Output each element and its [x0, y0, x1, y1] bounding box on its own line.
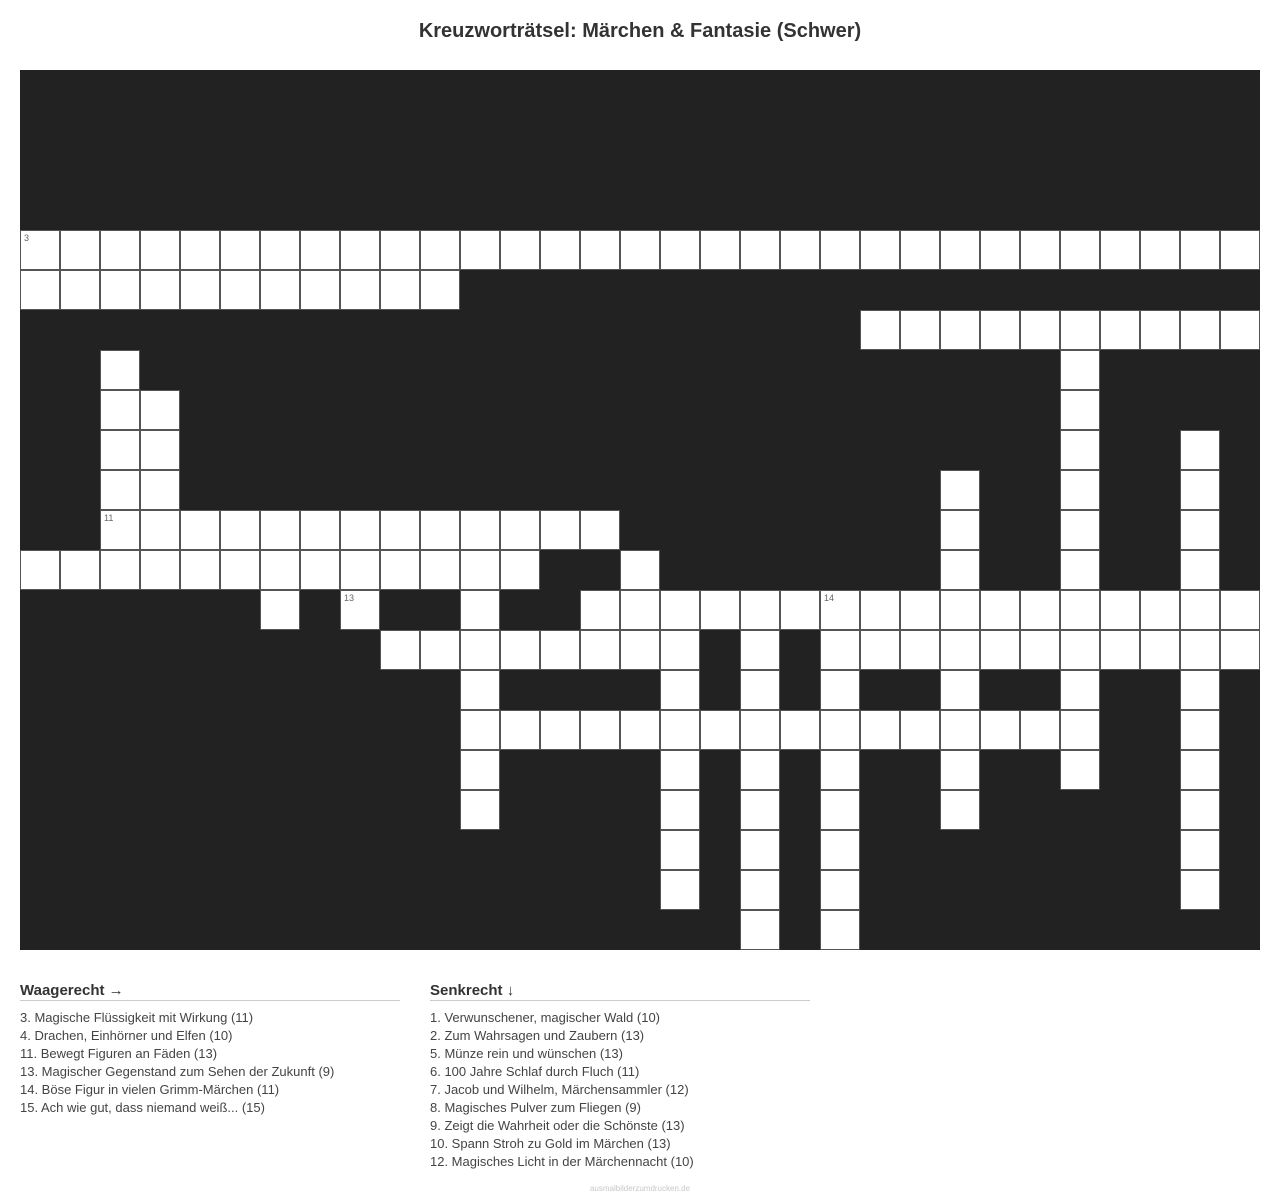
grid-cell[interactable]	[740, 670, 780, 710]
grid-cell[interactable]	[1060, 750, 1100, 790]
grid-cell[interactable]	[660, 750, 700, 790]
grid-cell[interactable]	[1020, 310, 1060, 350]
grid-cell[interactable]	[340, 590, 380, 630]
grid-cell[interactable]	[180, 270, 220, 310]
grid-cell[interactable]	[180, 510, 220, 550]
grid-cell[interactable]	[100, 350, 140, 390]
grid-cell[interactable]	[980, 310, 1020, 350]
grid-cell[interactable]	[580, 630, 620, 670]
grid-cell[interactable]	[220, 550, 260, 590]
grid-cell[interactable]	[60, 230, 100, 270]
grid-cell[interactable]	[1220, 310, 1260, 350]
grid-cell[interactable]	[300, 270, 340, 310]
grid-cell[interactable]	[660, 670, 700, 710]
page-title: Kreuzworträtsel: Märchen & Fantasie (Schwer)	[418, 20, 862, 42]
grid-cell[interactable]	[740, 830, 780, 870]
grid-cell[interactable]	[820, 630, 860, 670]
grid-cell[interactable]	[500, 230, 540, 270]
grid-cell[interactable]	[1180, 430, 1220, 470]
grid-cell[interactable]	[460, 550, 500, 590]
grid-cell[interactable]	[1180, 750, 1220, 790]
grid-cell[interactable]	[500, 510, 540, 550]
across-clue: 3. Magische Flüssigkeit mit Wirkung (11)	[20, 1010, 254, 1025]
grid-cell[interactable]	[1060, 230, 1100, 270]
grid-cell[interactable]	[500, 710, 540, 750]
grid-cell[interactable]	[860, 310, 900, 350]
grid-cell[interactable]	[660, 710, 700, 750]
grid-cell[interactable]	[620, 590, 660, 630]
grid-cell[interactable]	[820, 230, 860, 270]
grid-cell[interactable]	[1060, 470, 1100, 510]
grid-cell[interactable]	[380, 270, 420, 310]
grid-cell[interactable]	[140, 270, 180, 310]
grid-cell[interactable]	[980, 230, 1020, 270]
grid-cell[interactable]	[300, 510, 340, 550]
grid-cell[interactable]	[820, 830, 860, 870]
grid-cell[interactable]	[1180, 590, 1220, 630]
grid-cell[interactable]	[1180, 870, 1220, 910]
grid-cell[interactable]	[1140, 630, 1180, 670]
grid-cell[interactable]	[380, 550, 420, 590]
grid-cell[interactable]	[740, 590, 780, 630]
down-clue: 7. Jacob und Wilhelm, Märchensammler (12)	[430, 1082, 689, 1097]
grid-cell[interactable]	[1020, 590, 1060, 630]
grid-cell[interactable]	[660, 230, 700, 270]
grid-cell[interactable]	[100, 270, 140, 310]
grid-cell[interactable]	[420, 630, 460, 670]
grid-cell[interactable]	[1180, 550, 1220, 590]
grid-cell[interactable]	[660, 590, 700, 630]
grid-cell[interactable]	[940, 750, 980, 790]
grid-cell[interactable]	[580, 230, 620, 270]
grid-cell[interactable]	[220, 510, 260, 550]
grid-cell[interactable]	[900, 230, 940, 270]
grid-cell[interactable]	[900, 710, 940, 750]
across-heading: Waagerecht →	[20, 982, 400, 1001]
grid-cell[interactable]	[380, 630, 420, 670]
grid-cell[interactable]	[140, 390, 180, 430]
grid-cell[interactable]	[1180, 790, 1220, 830]
grid-cell[interactable]	[460, 790, 500, 830]
grid-cell[interactable]	[260, 230, 300, 270]
grid-cell[interactable]	[780, 230, 820, 270]
grid-cell[interactable]	[820, 870, 860, 910]
grid-cell[interactable]	[1100, 590, 1140, 630]
grid-cell[interactable]	[460, 230, 500, 270]
grid-cell[interactable]	[1100, 230, 1140, 270]
grid-cell[interactable]	[300, 550, 340, 590]
grid-cell[interactable]	[1140, 590, 1180, 630]
grid-cell[interactable]	[380, 230, 420, 270]
grid-cell[interactable]	[860, 590, 900, 630]
grid-cell[interactable]	[540, 710, 580, 750]
grid-cell[interactable]	[1060, 350, 1100, 390]
grid-cell[interactable]	[300, 230, 340, 270]
down-clue: 5. Münze rein und wünschen (13)	[430, 1046, 623, 1061]
grid-cell[interactable]	[980, 630, 1020, 670]
grid-cell[interactable]	[220, 270, 260, 310]
grid-cell[interactable]	[100, 550, 140, 590]
grid-cell[interactable]	[820, 750, 860, 790]
grid-cell[interactable]	[460, 750, 500, 790]
grid-cell[interactable]	[1060, 630, 1100, 670]
grid-cell[interactable]	[1180, 710, 1220, 750]
down-heading: Senkrecht ↓	[430, 982, 810, 1001]
grid-cell[interactable]	[620, 630, 660, 670]
grid-cell[interactable]	[460, 710, 500, 750]
grid-cell[interactable]	[940, 630, 980, 670]
grid-cell[interactable]	[540, 630, 580, 670]
grid-cell[interactable]	[260, 510, 300, 550]
across-clue: 14. Böse Figur in vielen Grimm-Märchen (11)	[20, 1082, 280, 1097]
grid-cell[interactable]	[940, 710, 980, 750]
grid-cell[interactable]	[1020, 230, 1060, 270]
grid-cell[interactable]	[1060, 670, 1100, 710]
grid-cell[interactable]	[460, 630, 500, 670]
grid-cell[interactable]	[660, 830, 700, 870]
down-clue: 10. Spann Stroh zu Gold im Märchen (13)	[430, 1136, 671, 1151]
grid-cell[interactable]	[940, 510, 980, 550]
grid-cell[interactable]	[1060, 550, 1100, 590]
grid-cell[interactable]	[140, 230, 180, 270]
down-clue: 1. Verwunschener, magischer Wald (10)	[430, 1010, 661, 1025]
grid-cell[interactable]	[420, 270, 460, 310]
grid-cell[interactable]	[500, 630, 540, 670]
grid-cell[interactable]	[60, 270, 100, 310]
grid-cell[interactable]	[860, 230, 900, 270]
down-clues	[430, 982, 810, 1171]
grid-cell[interactable]	[580, 710, 620, 750]
grid-cell[interactable]	[660, 790, 700, 830]
down-clue: 2. Zum Wahrsagen und Zaubern (13)	[430, 1028, 645, 1043]
grid-cell[interactable]	[540, 230, 580, 270]
crossword-grid	[20, 70, 1260, 950]
grid-cell[interactable]	[620, 710, 660, 750]
grid-cell[interactable]	[740, 870, 780, 910]
grid-cell[interactable]	[1220, 630, 1260, 670]
grid-cell[interactable]	[740, 750, 780, 790]
across-clue-list	[20, 1009, 400, 1117]
grid-cell[interactable]	[1060, 430, 1100, 470]
grid-cell[interactable]	[220, 230, 260, 270]
grid-cell[interactable]	[940, 670, 980, 710]
across-clue: 13. Magischer Gegenstand zum Sehen der Zukunft (9)	[20, 1064, 335, 1079]
grid-cell[interactable]	[940, 470, 980, 510]
grid-cell[interactable]	[1180, 830, 1220, 870]
grid-cell[interactable]	[820, 590, 860, 630]
grid-cell[interactable]	[620, 550, 660, 590]
clue-number: 11	[104, 513, 114, 523]
grid-cell[interactable]	[740, 710, 780, 750]
down-clue: 12. Magisches Licht in der Märchennacht (10)	[430, 1154, 694, 1169]
across-clue: 15. Ach wie gut, dass niemand weiß... (15)	[20, 1100, 265, 1115]
grid-cell[interactable]	[740, 910, 780, 950]
grid-cell[interactable]	[20, 550, 60, 590]
grid-cell[interactable]	[980, 710, 1020, 750]
grid-cell[interactable]	[900, 630, 940, 670]
grid-cell[interactable]	[620, 230, 660, 270]
grid-cell[interactable]	[780, 710, 820, 750]
grid-cell[interactable]	[460, 510, 500, 550]
grid-cell[interactable]	[460, 590, 500, 630]
grid-cell[interactable]	[140, 430, 180, 470]
grid-cell[interactable]	[820, 910, 860, 950]
across-clues	[20, 982, 400, 1117]
grid-cell[interactable]	[1180, 510, 1220, 550]
grid-cell[interactable]	[1060, 510, 1100, 550]
grid-cell[interactable]	[1060, 710, 1100, 750]
grid-cell[interactable]	[420, 550, 460, 590]
grid-cell[interactable]	[940, 590, 980, 630]
grid-cell[interactable]	[140, 550, 180, 590]
grid-cell[interactable]	[340, 550, 380, 590]
across-clue: 11. Bewegt Figuren an Fäden (13)	[20, 1046, 218, 1061]
grid-cell[interactable]	[420, 230, 460, 270]
grid-cell[interactable]	[1140, 230, 1180, 270]
grid-cell[interactable]	[740, 790, 780, 830]
grid-cell[interactable]	[380, 510, 420, 550]
grid-cell[interactable]	[940, 790, 980, 830]
grid-cell[interactable]	[100, 430, 140, 470]
grid-cell[interactable]	[740, 630, 780, 670]
grid-cell[interactable]	[740, 230, 780, 270]
grid-cell[interactable]	[1180, 230, 1220, 270]
grid-cell[interactable]	[1180, 310, 1220, 350]
grid-cell[interactable]	[1020, 710, 1060, 750]
grid-cell[interactable]	[1140, 310, 1180, 350]
grid-cell[interactable]	[700, 590, 740, 630]
grid-cell[interactable]	[860, 710, 900, 750]
clue-number: 14	[824, 593, 835, 603]
grid-cell[interactable]	[100, 510, 140, 550]
grid-cell[interactable]	[1100, 630, 1140, 670]
grid-cell[interactable]	[460, 670, 500, 710]
grid-cell[interactable]	[1060, 310, 1100, 350]
clue-number: 3	[24, 233, 30, 243]
grid-cell[interactable]	[900, 590, 940, 630]
grid-cell[interactable]	[20, 270, 60, 310]
grid-cell[interactable]	[1220, 230, 1260, 270]
grid-cell[interactable]	[420, 510, 460, 550]
grid-cell[interactable]	[1180, 630, 1220, 670]
grid-cell[interactable]	[700, 230, 740, 270]
grid-cell[interactable]	[580, 590, 620, 630]
grid-cell[interactable]	[100, 470, 140, 510]
grid-cell[interactable]	[260, 590, 300, 630]
grid-cell[interactable]	[940, 550, 980, 590]
down-clue: 9. Zeigt die Wahrheit oder die Schönste (13)	[430, 1118, 685, 1133]
grid-cell[interactable]	[500, 550, 540, 590]
grid-cell[interactable]	[260, 270, 300, 310]
grid-cell[interactable]	[660, 630, 700, 670]
grid-cell[interactable]	[700, 710, 740, 750]
grid-cell[interactable]	[1180, 470, 1220, 510]
footer-credit: ausmalbilderzumdrucken.de	[589, 1184, 691, 1193]
down-clue: 8. Magisches Pulver zum Fliegen (9)	[430, 1100, 641, 1115]
down-clue: 6. 100 Jahre Schlaf durch Fluch (11)	[430, 1064, 640, 1079]
grid-cell[interactable]	[340, 270, 380, 310]
grid-cell[interactable]	[180, 230, 220, 270]
grid-cell[interactable]	[780, 590, 820, 630]
grid-cell[interactable]	[900, 310, 940, 350]
grid-cell[interactable]	[60, 550, 100, 590]
grid-cell[interactable]	[100, 230, 140, 270]
grid-cell[interactable]	[940, 310, 980, 350]
grid-cell[interactable]	[100, 390, 140, 430]
grid-cell[interactable]	[1220, 590, 1260, 630]
grid-cell[interactable]	[980, 590, 1020, 630]
grid-cell[interactable]	[820, 670, 860, 710]
grid-cell[interactable]	[820, 710, 860, 750]
grid-cell[interactable]	[1060, 390, 1100, 430]
grid-cell[interactable]	[940, 230, 980, 270]
grid-cell[interactable]	[540, 510, 580, 550]
grid-cell[interactable]	[140, 510, 180, 550]
across-clue: 4. Drachen, Einhörner und Elfen (10)	[20, 1028, 233, 1043]
grid-cell[interactable]	[340, 230, 380, 270]
grid-cell[interactable]	[860, 630, 900, 670]
grid-cell[interactable]	[1100, 310, 1140, 350]
grid-cell[interactable]	[20, 230, 60, 270]
grid-cell[interactable]	[140, 470, 180, 510]
grid-cell[interactable]	[580, 510, 620, 550]
grid-cell[interactable]	[340, 510, 380, 550]
down-clue-list	[430, 1009, 810, 1171]
grid-cell[interactable]	[1180, 670, 1220, 710]
grid-cell[interactable]	[660, 870, 700, 910]
grid-cell[interactable]	[820, 790, 860, 830]
clue-number: 13	[344, 593, 355, 603]
grid-cell[interactable]	[1060, 590, 1100, 630]
grid-cell[interactable]	[180, 550, 220, 590]
grid-cell[interactable]	[260, 550, 300, 590]
grid-cell[interactable]	[1020, 630, 1060, 670]
